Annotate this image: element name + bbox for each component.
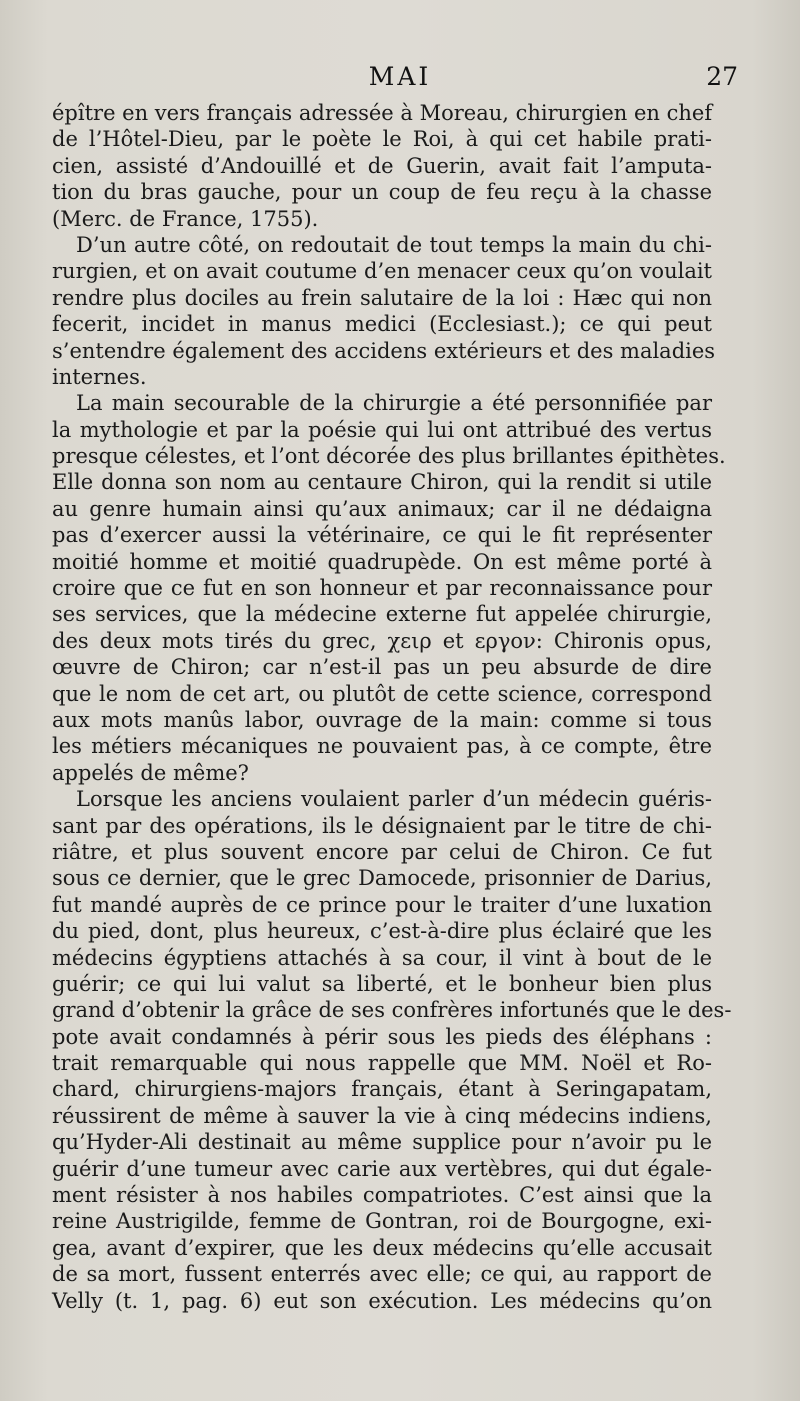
text-line: pote avait condamnés à périr sous les pieds des éléphans : [52, 1024, 712, 1049]
text-line: riâtre, et plus souvent encore par celui de Chiron. Ce fut [52, 839, 712, 864]
text-line: tion du bras gauche, pour un coup de feu reçu à la chasse [52, 180, 712, 205]
text-line: Velly (t. 1, pag. 6) eut son exécution. Les médecins qu’on [52, 1288, 712, 1313]
running-title: MAI [368, 62, 432, 91]
text-line: sous ce dernier, que le grec Damocede, prisonnier de Darius, [52, 866, 712, 891]
text-line: guérir; ce qui lui valut sa liberté, et le bonheur bien plus [52, 971, 712, 996]
running-head [0, 62, 800, 96]
text-line: (Merc. de France, 1755). [52, 206, 319, 231]
text-line: trait remarquable qui nous rappelle que MM. Noël et Ro- [52, 1051, 712, 1076]
page-number: 27 [706, 62, 738, 91]
paragraph-first-line: La main secourable de la chirurgie a été personnifiée par [76, 391, 712, 416]
text-line: cien, assisté d’Andouillé et de Guerin, avait fait l’amputa- [52, 153, 712, 178]
text-line: croire que ce fut en son honneur et par reconnaissance pour [52, 576, 712, 601]
text-line: grand d’obtenir la grâce de ses confrères infortunés que le des- [52, 998, 732, 1023]
text-line: des deux mots tirés du grec, χειρ et εργον: Chironis opus, [52, 628, 712, 653]
text-line: qu’Hyder-Ali destinait au même supplice pour n’avoir pu le [52, 1130, 712, 1155]
text-line: que le nom de cet art, ou plutôt de cette science, correspond [52, 681, 712, 706]
text-line: guérir d’une tumeur avec carie aux vertèbres, qui dut égale- [52, 1156, 712, 1181]
text-line: appelés de même? [52, 760, 249, 785]
text-line: ses services, que la médecine externe fut appelée chirurgie, [52, 602, 712, 627]
text-line: fut mandé auprès de ce prince pour le traiter d’une luxation [52, 892, 712, 917]
text-line: du pied, dont, plus heureux, c’est-à-dire plus éclairé que les [52, 919, 712, 944]
text-line: rendre plus dociles au frein salutaire de la loi : Hæc qui non [52, 285, 712, 310]
text-line: presque célestes, et l’ont décorée des plus brillantes épithètes. [52, 444, 726, 469]
text-line: chard, chirurgiens-majors français, étant à Seringapatam, [52, 1077, 712, 1102]
text-line: internes. [52, 364, 147, 389]
paragraph-first-line: Lorsque les anciens voulaient parler d’un médecin guéris- [76, 787, 712, 812]
text-line: les métiers mécaniques ne pouvaient pas, à ce compte, être [52, 734, 712, 759]
text-line: épître en vers français adressée à Moreau, chirurgien en chef [52, 101, 713, 125]
text-line: pas d’exercer aussi la vétérinaire, ce qui le fit représenter [52, 523, 712, 548]
body-text [52, 100, 732, 1314]
text-line: reine Austrigilde, femme de Gontran, roi de Bourgogne, exi- [52, 1209, 712, 1234]
text-line: ment résister à nos habiles compatriotes. C’est ainsi que la [52, 1183, 712, 1208]
text-line: de sa mort, fussent enterrés avec elle; ce qui, au rapport de [52, 1262, 712, 1287]
text-line: sant par des opérations, ils le désignaient par le titre de chi- [52, 813, 712, 838]
text-line: œuvre de Chiron; car n’est-il pas un peu absurde de dire [52, 655, 712, 680]
text-line: rurgien, et on avait coutume d’en menacer ceux qu’on voulait [52, 259, 712, 284]
text-line: aux mots manûs labor, ouvrage de la main: comme si tous [52, 707, 712, 732]
text-line: de l’Hôtel-Dieu, par le poète le Roi, à qui cet habile prati- [52, 127, 712, 152]
text-line: moitié homme et moitié quadrupède. On est même porté à [52, 549, 712, 574]
text-line: réussirent de même à sauver la vie à cinq médecins indiens, [52, 1103, 712, 1128]
text-line: Elle donna son nom au centaure Chiron, qui la rendit si utile [52, 470, 712, 495]
text-line: fecerit, incidet in manus medici (Ecclesiast.); ce qui peut [52, 312, 712, 337]
text-line: la mythologie et par la poésie qui lui ont attribué des vertus [52, 417, 712, 442]
text-line: s’entendre également des accidens extérieurs et des maladies [52, 338, 716, 363]
text-line: gea, avant d’expirer, que les deux médecins qu’elle accusait [52, 1235, 712, 1260]
paragraph-first-line: D’un autre côté, on redoutait de tout temps la main du chi- [76, 232, 712, 257]
text-line: au genre humain ainsi qu’aux animaux; car il ne dédaigna [52, 496, 712, 521]
text-line: médecins égyptiens attachés à sa cour, il vint à bout de le [52, 945, 712, 970]
